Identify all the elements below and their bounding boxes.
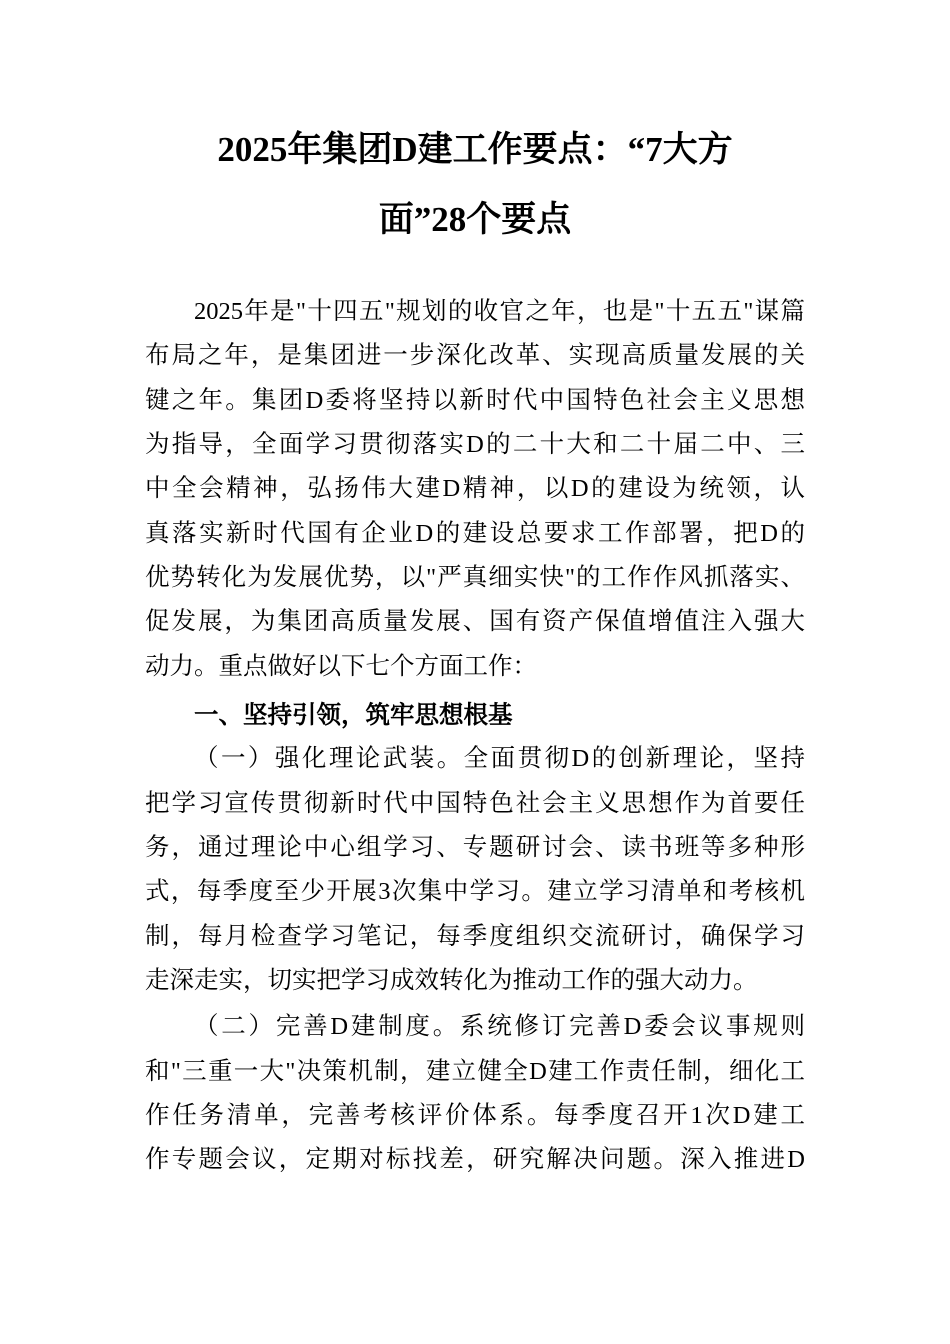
- paragraph-line: 务，通过理论中心组学习、专题研讨会、读书班等多种形: [145, 834, 805, 861]
- paragraph-line: （一）强化理论武装。全面贯彻D的创新理论，坚持: [194, 745, 805, 772]
- paragraph-line: 为指导，全面学习贯彻落实D的二十大和二十届二中、三: [145, 431, 805, 458]
- paragraph-line: 作专题会议，定期对标找差，研究解决问题。深入推进D: [145, 1146, 805, 1173]
- section-heading-1: 一、坚持引领，筑牢思想根基: [194, 700, 513, 729]
- paragraph-line: 走深走实，切实把学习成效转化为推动工作的强大动力。: [145, 967, 758, 994]
- paragraph-line: 动力。重点做好以下七个方面工作：: [145, 653, 537, 680]
- paragraph-line: 和"三重一大"决策机制，建立健全D建工作责任制，细化工: [145, 1058, 805, 1085]
- paragraph-line: 制，每月检查学习笔记，每季度组织交流研讨，确保学习: [145, 923, 805, 950]
- paragraph-line: 把学习宣传贯彻新时代中国特色社会主义思想作为首要任: [145, 790, 805, 817]
- paragraph-line: 中全会精神，弘扬伟大建D精神，以D的建设为统领，认: [145, 475, 805, 502]
- paragraph-line: 真落实新时代国有企业D的建设总要求工作部署，把D的: [145, 520, 805, 547]
- paragraph-line: 2025年是"十四五"规划的收官之年，也是"十五五"谋篇: [194, 298, 805, 325]
- document-title-line-2: 面”28个要点: [378, 200, 572, 239]
- paragraph-line: 作任务清单，完善考核评价体系。每季度召开1次D建工: [145, 1102, 805, 1129]
- paragraph-line: 式，每季度至少开展3次集中学习。建立学习清单和考核机: [145, 878, 805, 905]
- paragraph-line: 布局之年，是集团进一步深化改革、实现高质量发展的关: [145, 342, 805, 369]
- paragraph-line: 键之年。集团D委将坚持以新时代中国特色社会主义思想: [145, 387, 805, 414]
- paragraph-line: 优势转化为发展优势，以"严真细实快"的工作作风抓落实、: [145, 564, 805, 591]
- document-title-line-1: 2025年集团D建工作要点：“7大方: [217, 130, 733, 169]
- paragraph-line: 促发展，为集团高质量发展、国有资产保值增值注入强大: [145, 608, 805, 635]
- paragraph-line: （二）完善D建制度。系统修订完善D委会议事规则: [194, 1013, 805, 1040]
